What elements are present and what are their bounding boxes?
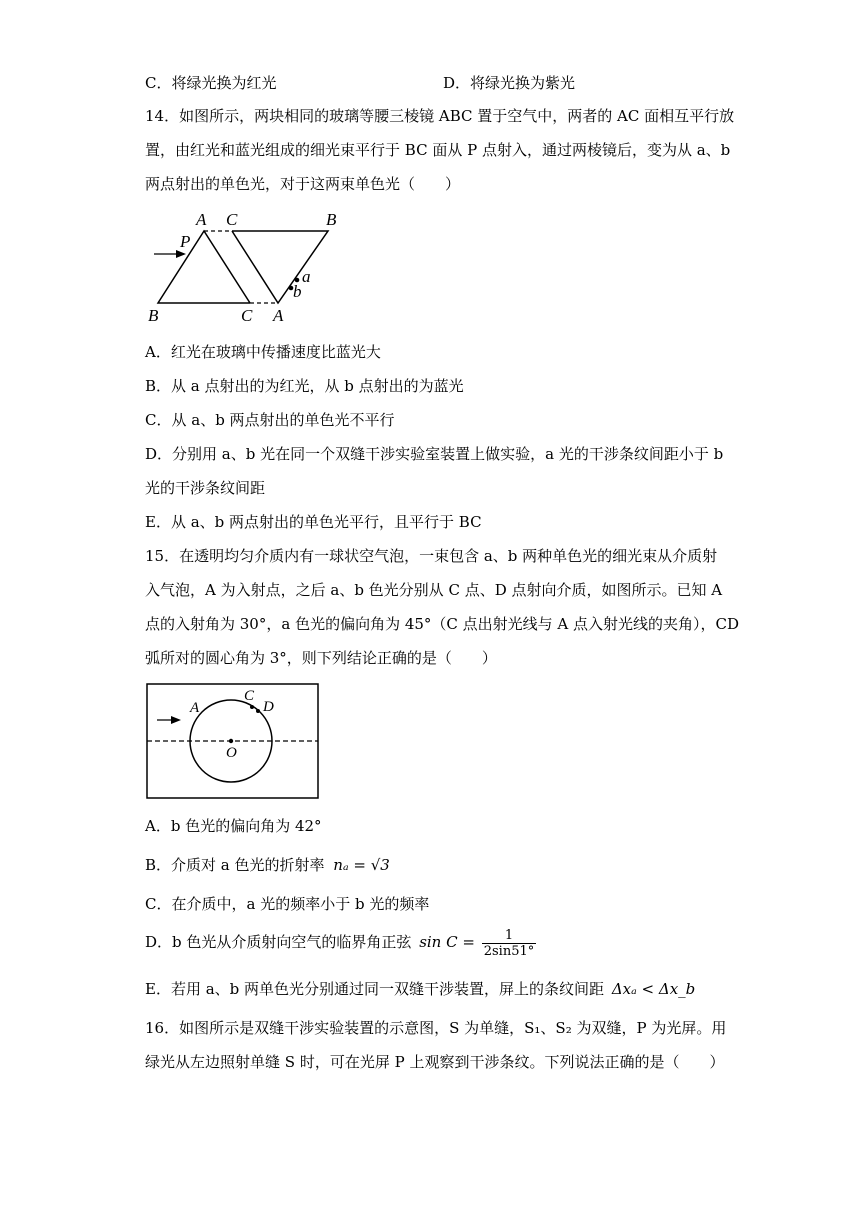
label-b: b — [293, 282, 302, 301]
q14-option-d-line-1: D．分别用 a、b 光在同一个双缝干涉实验室装置上做实验，a 光的干涉条纹间距小于 b — [145, 445, 724, 463]
label-C: C — [244, 688, 255, 704]
q15-option-b-text: B．介质对 a 色光的折射率 — [145, 856, 325, 874]
q14-option-a: A．红光在玻璃中传播速度比蓝光大 — [145, 343, 381, 361]
fraction-numerator: 1 — [482, 928, 537, 944]
q14-prism-figure — [140, 205, 360, 325]
label-O: O — [226, 745, 237, 761]
q15-option-e-text: E．若用 a、b 两单色光分别通过同一双缝干涉装置，屏上的条纹间距 — [145, 980, 605, 998]
q13-option-d: D．将绿光换为紫光 — [443, 74, 576, 92]
label-D: D — [263, 699, 274, 715]
label-P: P — [180, 232, 191, 251]
q15-stem-line-3: 点的入射角为 30°，a 色光的偏向角为 45°（C 点出射光线与 A 点入射光线的夹角），CD — [145, 615, 740, 633]
q14-stem-line-1: 14．如图所示，两块相同的玻璃等腰三棱镜 ABC 置于空气中，两者的 AC 面相互平行放 — [145, 107, 735, 125]
q15-option-d-lhs: sin C = — [419, 933, 475, 951]
q15-option-a: A．b 色光的偏向角为 42° — [145, 817, 322, 835]
q15-option-d — [145, 925, 536, 959]
q14-option-e: E．从 a、b 两点射出的单色光平行，且平行于 BC — [145, 513, 482, 531]
q15-stem-line-4: 弧所对的圆心角为 3°，则下列结论正确的是（ ） — [145, 649, 497, 667]
q15-option-b-formula: nₐ = √3 — [333, 856, 390, 874]
label-A-top: A — [196, 210, 207, 229]
label-B-top: B — [326, 210, 337, 229]
label-C-bottom: C — [241, 306, 253, 325]
q13-option-c: C．将绿光换为红光 — [145, 74, 277, 92]
q15-option-d-text: D．b 色光从介质射向空气的临界角正弦 — [145, 933, 412, 951]
q15-option-e — [145, 979, 695, 999]
q15-option-c: C．在介质中，a 光的频率小于 b 光的频率 — [145, 895, 430, 913]
q15-stem-line-2: 入气泡，A 为入射点，之后 a、b 色光分别从 C 点、D 点射向介质，如图所示。已知 A — [145, 581, 723, 599]
label-C-top: C — [226, 210, 238, 229]
q15-bubble-figure — [145, 682, 321, 800]
label-A: A — [190, 700, 200, 716]
q15-option-b — [145, 855, 390, 875]
q15-stem-line-1: 15．在透明均匀介质内有一球状空气泡，一束包含 a、b 两种单色光的细光束从介质射 — [145, 547, 718, 565]
label-B-bottom: B — [148, 306, 159, 325]
q15-option-e-formula: Δxₐ < Δx_b — [611, 980, 696, 998]
q14-stem-line-2: 置，由红光和蓝光组成的细光束平行于 BC 面从 P 点射入，通过两棱镜后，变为从 a、b — [145, 141, 731, 159]
q16-stem-line-2: 绿光从左边照射单缝 S 时，可在光屏 P 上观察到干涉条纹。下列说法正确的是（ ） — [145, 1053, 725, 1071]
label-a: a — [302, 267, 311, 286]
label-A-bottom: A — [273, 306, 284, 325]
q14-option-c: C．从 a、b 两点射出的单色光不平行 — [145, 411, 395, 429]
q14-option-b: B．从 a 点射出的为红光，从 b 点射出的为蓝光 — [145, 377, 464, 395]
q16-stem-line-1: 16．如图所示是双缝干涉实验装置的示意图，S 为单缝，S₁、S₂ 为双缝，P 为光屏。用 — [145, 1019, 727, 1037]
q15-option-d-fraction — [482, 928, 537, 959]
q14-option-d-line-2: 光的干涉条纹间距 — [145, 479, 266, 497]
q14-stem-line-3: 两点射出的单色光，对于这两束单色光（ ） — [145, 175, 461, 193]
fraction-denominator: 2sin51° — [483, 943, 535, 959]
